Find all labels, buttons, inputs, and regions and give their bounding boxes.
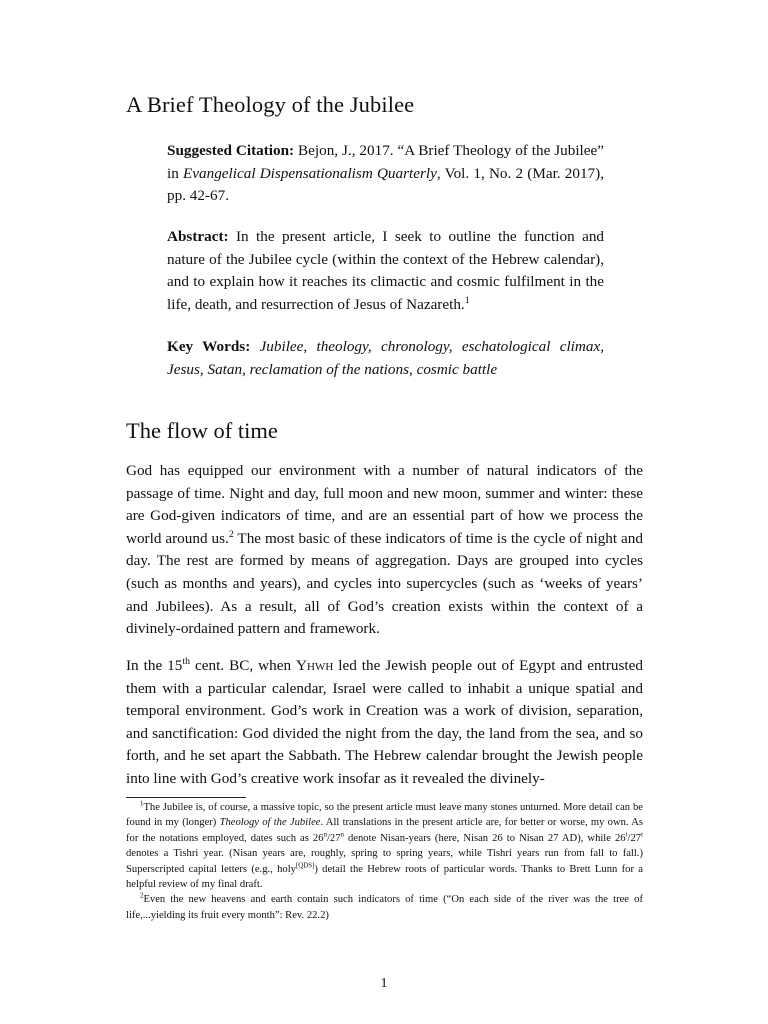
abstract-text: In the present article, I seek to outline the function and nature of the Jubilee cycle (within the context of the Hebrew calendar), and to explain how it reaches its climactic and cosmic fulfilment in the life, death, and resurrection of Jesus of Nazareth. xyxy=(167,228,605,313)
citation-volume: , Vol. 1, No. 2 (Mar. 2017), pp. 42-67. xyxy=(167,164,604,204)
paragraph-text: cent. xyxy=(190,657,230,674)
superscript: [QDS] xyxy=(295,862,315,870)
body-paragraph-2 xyxy=(126,655,643,791)
paragraph-text: The most basic of these indicators of time is the cycle of night and day. The rest are formed by means of aggregation. Days are grouped into cycles (such as months and years), and cycles into supercycles (such as ‘weeks of years’ and Jubilees). As a result, all of God’s creation exists within the context of a divinely-ordained pattern and framework. xyxy=(126,529,643,638)
ordinal-suffix: th xyxy=(182,655,191,667)
page-number: 1 xyxy=(380,976,388,991)
paragraph-text: , when xyxy=(249,657,297,674)
section-heading: The flow of time xyxy=(126,418,278,443)
footnote-text: /27 xyxy=(627,832,642,844)
footnote-text: ) detail the Hebrew roots of particular words. Thanks to Brett Lunn for a helpful review of my final draft. xyxy=(126,863,643,891)
era-abbreviation: BC xyxy=(229,657,250,674)
footnote-mark-1: 1 xyxy=(464,294,470,306)
superscript: n xyxy=(323,831,327,839)
superscript: n xyxy=(340,831,344,839)
abstract xyxy=(167,226,604,316)
suggested-citation xyxy=(167,140,604,208)
footnote-number: 1 xyxy=(140,800,144,808)
abstract-label: Abstract: xyxy=(167,228,229,245)
citation-text: Bejon, J., 2017. “A Brief Theology of the Jubilee” in xyxy=(167,142,604,182)
footnote-divider xyxy=(126,797,246,798)
key-words xyxy=(167,336,604,381)
body-paragraph-1 xyxy=(126,460,643,641)
footnote-text: /27 xyxy=(326,832,341,844)
footnotes xyxy=(126,800,643,923)
article-title: A Brief Theology of the Jubilee xyxy=(126,92,415,117)
footnote-2 xyxy=(126,892,643,923)
divine-name: Yhwh xyxy=(296,657,334,674)
footnote-1 xyxy=(126,800,643,892)
paragraph-text: In the 15 xyxy=(126,657,183,674)
journal-name: Evangelical Dispensationalism Quarterly xyxy=(183,164,437,182)
paragraph-text: led the Jewish people out of Egypt and entrusted them with a particular calendar, Israel were called to inhabit a unique spatial and temporal environment. God’s work in Creation was a work of division, separation, and sanctification: God divided the night from the day, the land from the sea, and so forth, and he set apart the Sabbath. The Hebrew calendar brought the Jewish people into line with God’s creative work insofar as it revealed the divinely- xyxy=(126,657,643,787)
citation-label: Suggested Citation: xyxy=(167,142,295,159)
footnote-text: denotes a Tishri year. (Nisan years are, roughly, spring to spring years, while Tishri years run from fall to fall.) Superscripted capital letters (e.g., holy xyxy=(126,848,643,875)
key-words-label: Key Words: xyxy=(167,338,251,355)
footnote-text: The Jubilee is, of course, a massive topic, so the present article must leave many stones unturned. More detail can be found in my (longer) xyxy=(126,802,643,829)
key-words-text: Jubilee, theology, chronology, eschatological climax, Jesus, Satan, reclamation of the nations, cosmic battle xyxy=(167,338,604,378)
footnote-text: Even the new heavens and earth contain such indicators of time (“On each side of the river was the tree of life,...yielding its fruit every month”: Rev. 22.2) xyxy=(126,894,643,921)
superscript: t xyxy=(641,831,643,839)
footnote-text: . All translations in the present article are, for better or worse, my own. As for the notations employed, dates such as 26 xyxy=(126,817,643,844)
footnote-mark-2: 2 xyxy=(228,528,234,540)
footnote-number: 2 xyxy=(140,892,144,900)
book-title: Theology of the Jubilee xyxy=(219,817,321,829)
footnote-text: denote Nisan-years (here, Nisan 26 to Nisan 27 AD), while 26 xyxy=(343,832,626,844)
paragraph-text: God has equipped our environment with a number of natural indicators of the passage of time. Night and day, full moon and new moon, summer and winter: these are God-given indicators of time, and are an essential part of how we process the world around us. xyxy=(126,462,643,547)
superscript: t xyxy=(625,831,628,839)
